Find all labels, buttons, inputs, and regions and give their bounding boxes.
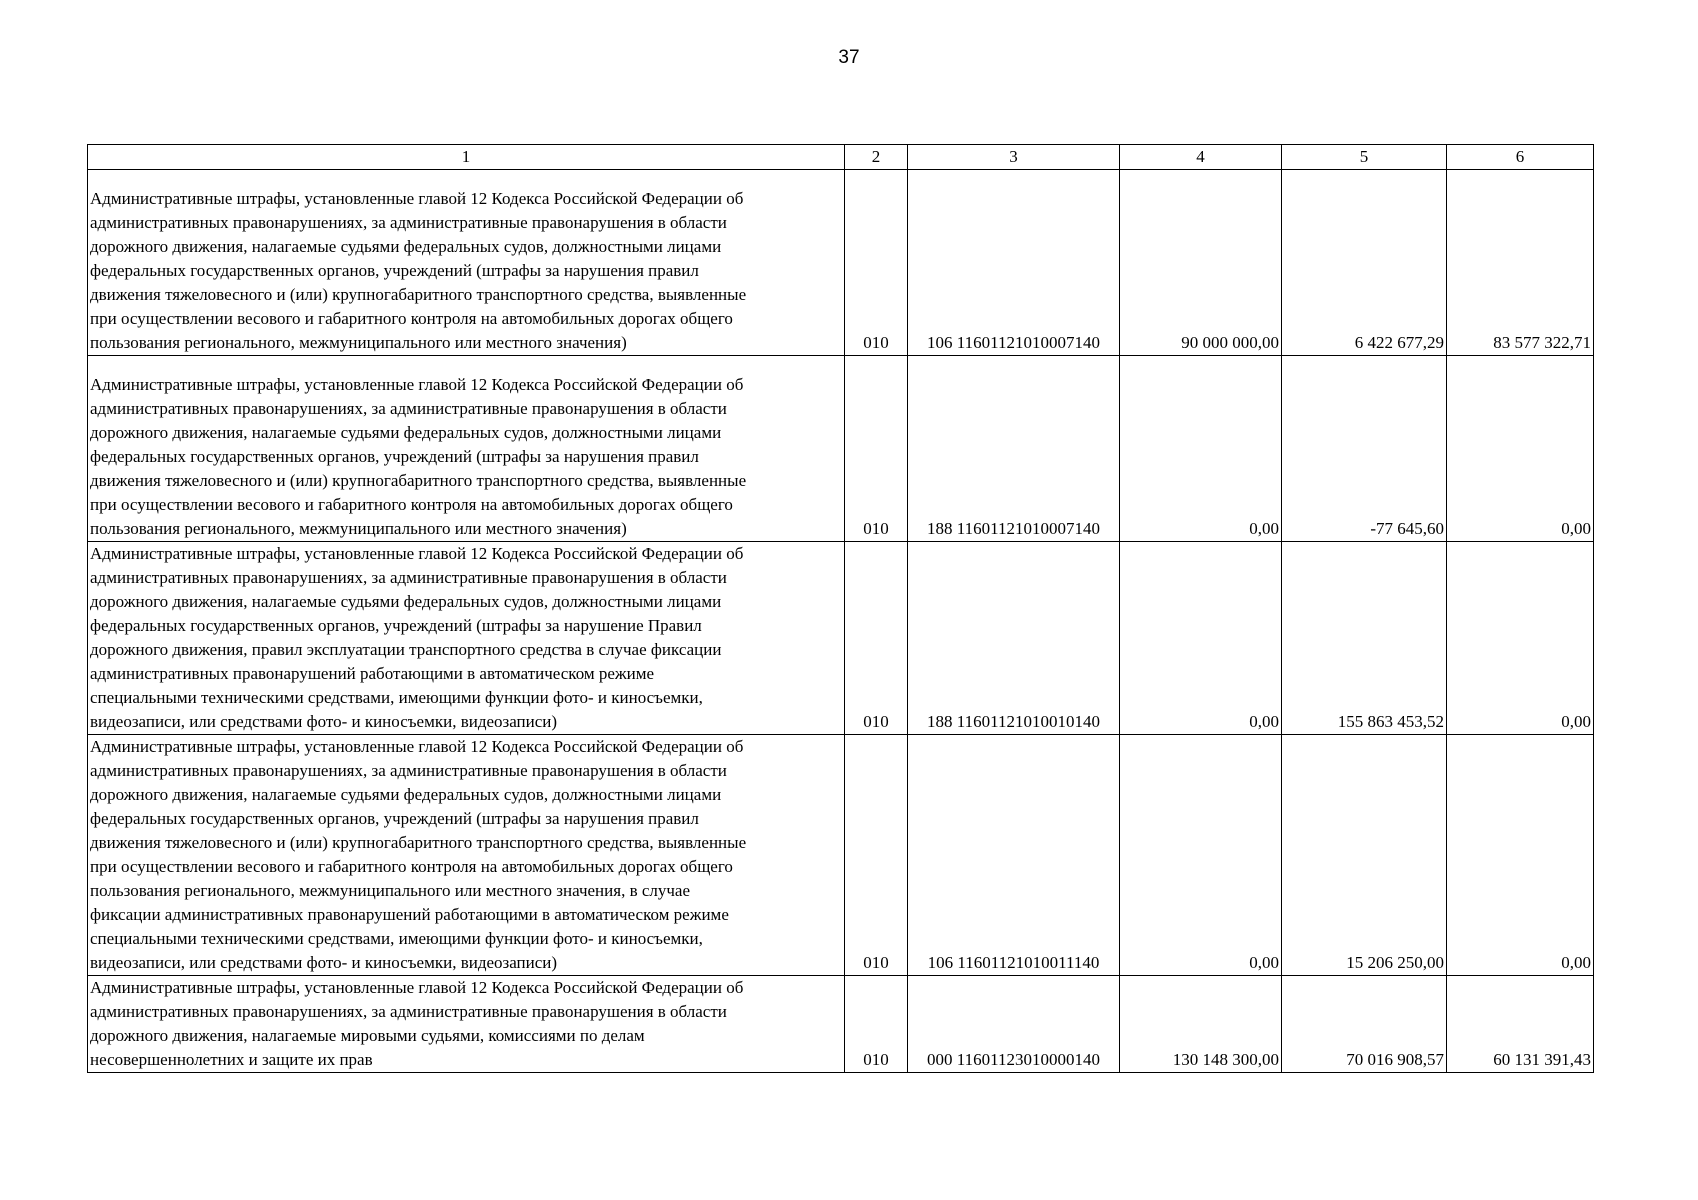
column-number-2: 2: [845, 145, 908, 170]
row-approved-amount: 130 148 300,00: [1120, 976, 1282, 1073]
column-number-5: 5: [1282, 145, 1447, 170]
row-line-code: 010: [845, 976, 908, 1073]
row-executed-amount: -77 645,60: [1282, 356, 1447, 542]
table-row: [88, 542, 1594, 735]
row-description: Административные штрафы, установленные главой 12 Кодекса Российской Федерации об административных правонарушениях, за административные правонарушения в области дорожного движения, налагаемые мировыми судьями, комиссиями по делам несовершеннолетних и защите их прав: [88, 976, 845, 1073]
row-unexecuted-amount: 60 131 391,43: [1447, 976, 1594, 1073]
row-description: Административные штрафы, установленные главой 12 Кодекса Российской Федерации об административных правонарушениях, за административные правонарушения в области дорожного движения, налагаемые судьями федеральных судов, должностными лицами федеральных государственных органов, учреждений (штрафы за нарушения правил движения тяжеловесного и (или) крупногабаритного транспортного средства, выявленные при осуществлении весового и габаритного контроля на автомобильных дорогах общего пользования регионального, межмуниципального или местного значения, в случае фиксации административных правонарушений работающими в автоматическом режиме специальными техническими средствами, имеющими функции фото- и киносъемки, видеозаписи, или средствами фото- и киносъемки, видеозаписи): [88, 735, 845, 976]
row-budget-code: 106 11601121010011140: [908, 735, 1120, 976]
row-approved-amount: 0,00: [1120, 542, 1282, 735]
table-row: [88, 356, 1594, 542]
column-number-6: 6: [1447, 145, 1594, 170]
report-table: [87, 144, 1594, 1073]
row-approved-amount: 0,00: [1120, 356, 1282, 542]
row-budget-code: 188 11601121010007140: [908, 356, 1120, 542]
row-executed-amount: 15 206 250,00: [1282, 735, 1447, 976]
row-line-code: 010: [845, 170, 908, 356]
row-description: Административные штрафы, установленные главой 12 Кодекса Российской Федерации об административных правонарушениях, за административные правонарушения в области дорожного движения, налагаемые судьями федеральных судов, должностными лицами федеральных государственных органов, учреждений (штрафы за нарушение Правил дорожного движения, правил эксплуатации транспортного средства в случае фиксации административных правонарушений работающими в автоматическом режиме специальными техническими средствами, имеющими функции фото- и киносъемки, видеозаписи, или средствами фото- и киносъемки, видеозаписи): [88, 542, 845, 735]
row-description: Административные штрафы, установленные главой 12 Кодекса Российской Федерации об административных правонарушениях, за административные правонарушения в области дорожного движения, налагаемые судьями федеральных судов, должностными лицами федеральных государственных органов, учреждений (штрафы за нарушения правил движения тяжеловесного и (или) крупногабаритного транспортного средства, выявленные при осуществлении весового и габаритного контроля на автомобильных дорогах общего пользования регионального, межмуниципального или местного значения): [88, 170, 845, 356]
table-row: [88, 735, 1594, 976]
column-number-row: [88, 145, 1594, 170]
row-approved-amount: 0,00: [1120, 735, 1282, 976]
row-executed-amount: 155 863 453,52: [1282, 542, 1447, 735]
table-row: [88, 976, 1594, 1073]
page-number: 37: [838, 47, 860, 68]
row-executed-amount: 6 422 677,29: [1282, 170, 1447, 356]
row-budget-code: 188 11601121010010140: [908, 542, 1120, 735]
row-executed-amount: 70 016 908,57: [1282, 976, 1447, 1073]
row-line-code: 010: [845, 356, 908, 542]
table-row: [88, 170, 1594, 356]
row-line-code: 010: [845, 735, 908, 976]
column-number-4: 4: [1120, 145, 1282, 170]
column-number-1: 1: [88, 145, 845, 170]
row-approved-amount: 90 000 000,00: [1120, 170, 1282, 356]
row-description: Административные штрафы, установленные главой 12 Кодекса Российской Федерации об административных правонарушениях, за административные правонарушения в области дорожного движения, налагаемые судьями федеральных судов, должностными лицами федеральных государственных органов, учреждений (штрафы за нарушения правил движения тяжеловесного и (или) крупногабаритного транспортного средства, выявленные при осуществлении весового и габаритного контроля на автомобильных дорогах общего пользования регионального, межмуниципального или местного значения): [88, 356, 845, 542]
column-number-3: 3: [908, 145, 1120, 170]
row-budget-code: 000 11601123010000140: [908, 976, 1120, 1073]
row-budget-code: 106 11601121010007140: [908, 170, 1120, 356]
row-unexecuted-amount: 0,00: [1447, 735, 1594, 976]
row-line-code: 010: [845, 542, 908, 735]
row-unexecuted-amount: 0,00: [1447, 542, 1594, 735]
row-unexecuted-amount: 83 577 322,71: [1447, 170, 1594, 356]
row-unexecuted-amount: 0,00: [1447, 356, 1594, 542]
